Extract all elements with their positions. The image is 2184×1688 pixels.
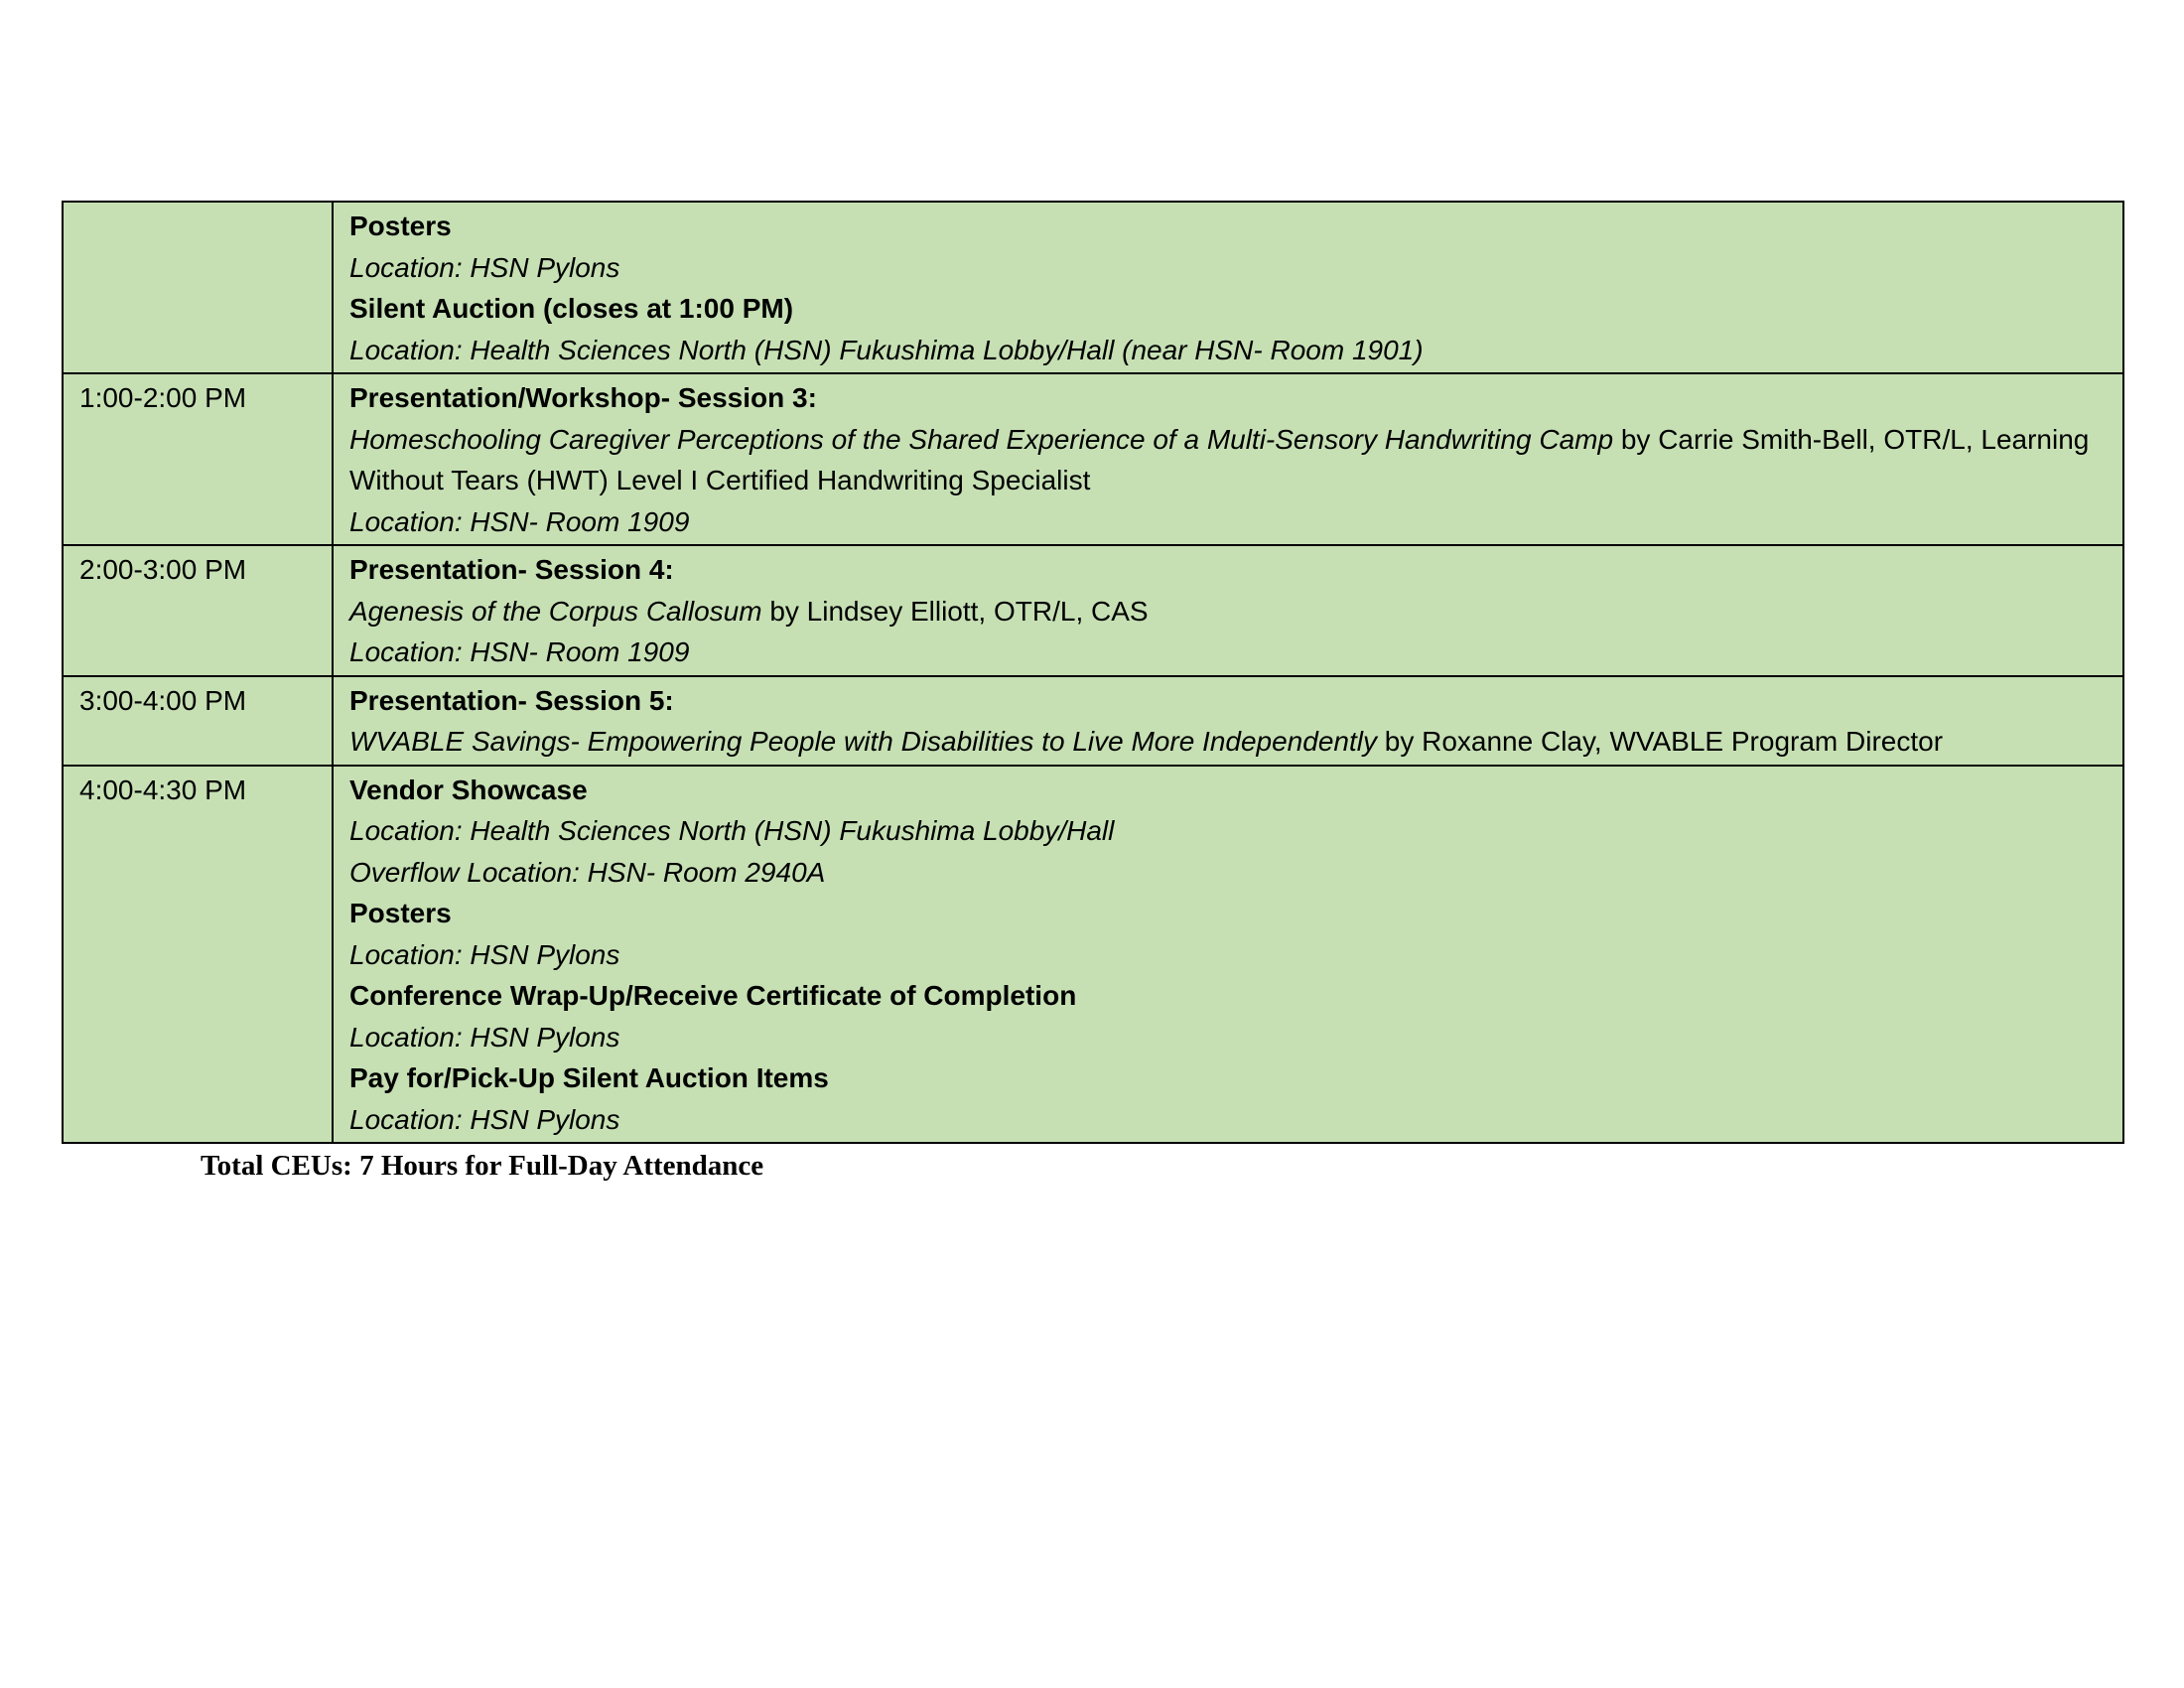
location-text: Location: HSN Pylons [349,1021,620,1053]
schedule-body [63,202,2123,1143]
event-heading: Vendor Showcase [349,774,588,805]
location-text: Location: HSN Pylons [349,938,620,970]
schedule-table [62,201,2124,1144]
session-details [333,676,2123,766]
time-cell [63,202,333,373]
session-title: Agenesis of the Corpus Callosum [349,595,762,627]
session-details [333,545,2123,676]
time-cell [63,373,333,545]
schedule-row [63,202,2123,373]
session-title: WVABLE Savings- Empowering People with Disabilities to Live More Independently [349,726,1377,757]
event-heading: Presentation- Session 4: [349,554,674,585]
time-label: 1:00-2:00 PM [79,382,247,413]
location-text: Location: Health Sciences North (HSN) Fukushima Lobby/Hall (near HSN- Room 1901) [349,334,1424,365]
time-label: 4:00-4:30 PM [79,774,247,805]
schedule-row [63,373,2123,545]
session-title: Homeschooling Caregiver Perceptions of the Shared Experience of a Multi-Sensory Handwriting Camp [349,423,1614,455]
time-cell [63,766,333,1144]
location-text: Location: HSN Pylons [349,1103,620,1135]
session-description [349,419,2109,501]
session-presenter: by Lindsey Elliott, OTR/L, CAS [761,595,1149,627]
event-heading: Pay for/Pick-Up Silent Auction Items [349,1062,829,1093]
event-heading: Posters [349,898,452,928]
time-label: 2:00-3:00 PM [79,554,247,585]
event-heading: Presentation/Workshop- Session 3: [349,382,817,413]
location-text: Location: HSN Pylons [349,251,620,283]
event-heading: Posters [349,211,452,241]
session-description [349,721,2109,763]
event-heading: Silent Auction (closes at 1:00 PM) [349,293,794,324]
time-cell [63,545,333,676]
event-heading: Conference Wrap-Up/Receive Certificate of Completion [349,980,1077,1011]
location-text: Location: HSN- Room 1909 [349,636,690,667]
location-text: Location: Health Sciences North (HSN) Fukushima Lobby/Hall [349,815,1115,846]
session-description [349,591,2109,633]
time-cell [63,676,333,766]
schedule-row [63,676,2123,766]
total-ceus: Total CEUs: 7 Hours for Full-Day Attendance [201,1150,764,1182]
event-heading: Presentation- Session 5: [349,684,674,716]
session-details [333,766,2123,1144]
time-label: 3:00-4:00 PM [79,684,247,716]
session-presenter: by Roxanne Clay, WVABLE Program Director [1376,726,1944,757]
session-details [333,373,2123,545]
schedule-row [63,766,2123,1144]
schedule-row [63,545,2123,676]
location-text: Overflow Location: HSN- Room 2940A [349,856,826,888]
location-text: Location: HSN- Room 1909 [349,505,690,537]
session-presenter: by Carrie Smith-Bell, OTR/L, Learning Without Tears (HWT) Level I Certified Handwriting Specialist [349,423,2090,495]
session-details [333,202,2123,373]
